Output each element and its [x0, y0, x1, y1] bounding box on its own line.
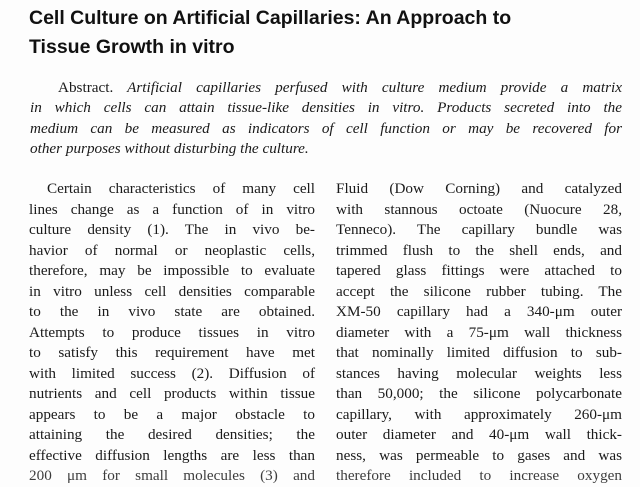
- body-line: XM-50 capillary had a 340-μm outer: [336, 303, 622, 320]
- abstract: [30, 78, 622, 160]
- body-line: appears to be a major obstacle to: [29, 405, 315, 423]
- title-line-1: Cell Culture on Artificial Capillaries: An Approach to: [29, 7, 512, 29]
- body-column-left: [29, 179, 315, 487]
- body-line: capillary, with approximately 260-μm: [336, 405, 622, 423]
- body-line: than 50,000; the silicone polycarbonate: [336, 385, 622, 402]
- title-line-2: Tissue Growth in vitro: [29, 36, 235, 58]
- body-line: diameter with a 75-μm wall thickness: [336, 323, 622, 341]
- body-line: effective diffusion lengths are less than: [29, 446, 315, 464]
- body-line: in vitro unless cell densities comparable: [29, 282, 315, 300]
- body-line: with stannous octoate (Nuocure 28,: [336, 200, 622, 218]
- body-line: 200 μm for small molecules (3) and: [29, 467, 315, 484]
- body-line: to satisfy this requirement have met: [29, 344, 315, 361]
- abstract-line-3: medium can be measured as indicators of cell function or may be recovered for: [30, 119, 622, 137]
- body-line: Fluid (Dow Corning) and catalyzed: [336, 180, 622, 197]
- body-column-right: [336, 179, 622, 487]
- body-line: outer diameter and 40-μm wall thick-: [336, 426, 622, 443]
- body-line: nutrients and cell products within tissue: [29, 385, 315, 402]
- body-line: lines change as a function of in vitro: [29, 200, 315, 218]
- body-line: accept the silicone rubber tubing. The: [336, 282, 622, 300]
- body-line: ness, was permeable to gases and was: [336, 446, 622, 464]
- body-line: Certain characteristics of many cell: [47, 180, 315, 197]
- body-line: trimmed flush to the shell ends, and: [336, 241, 622, 259]
- abstract-text-1: Artificial capillaries perfused with culture medium provide a matrix: [127, 79, 622, 96]
- body-line: attaining the desired densities; the: [29, 426, 315, 443]
- body-line: to the in vivo state are obtained.: [29, 303, 315, 320]
- body-line: stances having molecular weights less: [336, 364, 622, 382]
- body-line: tapered glass fittings were attached to: [336, 262, 622, 279]
- body-line: havior of normal or neoplastic cells,: [29, 241, 315, 259]
- body-line: Attempts to produce tissues in vitro: [29, 323, 315, 341]
- body-line: culture density (1). The in vivo be-: [29, 221, 315, 238]
- abstract-label: Abstract.: [58, 79, 114, 96]
- body-line: therefore included to increase oxygen: [336, 467, 622, 484]
- body-line: that nominally limited diffusion to sub-: [336, 344, 622, 361]
- body-line: Tenneco). The capillary bundle was: [336, 221, 622, 238]
- abstract-line-2: in which cells can attain tissue-like densities in vitro. Products secreted into the: [30, 99, 622, 117]
- abstract-line-4: other purposes without disturbing the culture.: [30, 140, 309, 158]
- article-title: [29, 4, 629, 62]
- body-line: with limited success (2). Diffusion of: [29, 364, 315, 382]
- abstract-line-1: [30, 78, 622, 98]
- body-line: therefore, may be impossible to evaluate: [29, 262, 315, 279]
